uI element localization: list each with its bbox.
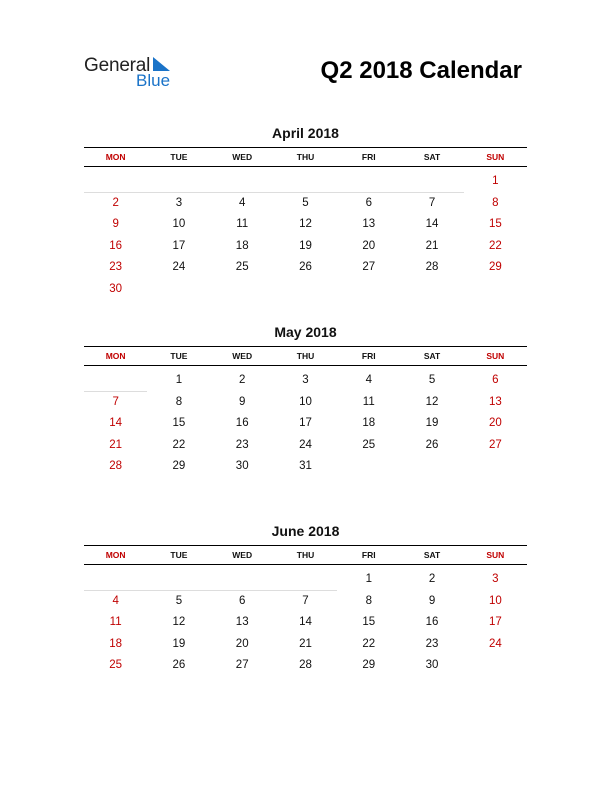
day-cell: 3 <box>175 196 183 209</box>
day-cell: 7 <box>428 196 436 209</box>
day-cell: 23 <box>425 637 439 650</box>
day-cell: 5 <box>428 374 436 386</box>
day-cell: 4 <box>239 196 246 209</box>
empty-day-cell <box>400 171 463 193</box>
day-cell: 13 <box>488 395 502 408</box>
day-cell: 26 <box>299 261 312 273</box>
day-cell: 6 <box>239 594 246 607</box>
day-cell: 1 <box>365 573 372 585</box>
day-cell: 22 <box>362 637 376 650</box>
logo-word-general: General <box>84 55 151 76</box>
weekday-header-wed: WED <box>232 550 253 560</box>
day-cell: 10 <box>172 218 186 230</box>
day-cell: 4 <box>112 594 119 607</box>
weekday-header-thu: THU <box>296 152 315 162</box>
day-cell: 26 <box>425 438 439 451</box>
day-cell: 5 <box>302 196 309 209</box>
day-cell: 13 <box>362 218 376 230</box>
day-cell: 18 <box>109 637 123 650</box>
weekday-header-sat: SAT <box>423 550 441 560</box>
day-cell: 22 <box>488 239 502 252</box>
days-grid <box>84 171 527 300</box>
day-cell: 1 <box>492 175 499 187</box>
day-cell: 29 <box>362 659 376 671</box>
empty-day-cell <box>147 569 210 591</box>
day-cell: 24 <box>488 637 502 650</box>
weekday-header-tue: TUE <box>170 550 188 560</box>
empty-day-cell <box>211 171 274 193</box>
day-cell: 6 <box>492 374 499 386</box>
day-cell: 16 <box>235 417 249 429</box>
day-cell: 19 <box>299 239 312 252</box>
day-cell: 25 <box>235 261 249 273</box>
day-cell: 14 <box>299 616 312 628</box>
logo-triangle-icon <box>151 56 171 72</box>
weekday-header-mon: MON <box>105 351 126 361</box>
day-cell: 21 <box>425 239 439 252</box>
day-cell: 10 <box>299 395 312 408</box>
day-cell: 9 <box>239 395 246 408</box>
day-cell: 8 <box>365 594 372 607</box>
logo-word-blue: Blue <box>136 71 171 90</box>
day-cell: 17 <box>172 239 186 252</box>
empty-day-cell <box>337 279 400 301</box>
empty-day-cell <box>274 279 337 301</box>
empty-day-cell <box>274 569 337 591</box>
days-grid <box>84 370 527 478</box>
weekday-header-wed: WED <box>232 152 253 162</box>
empty-day-cell <box>337 171 400 193</box>
day-cell: 16 <box>109 239 123 252</box>
day-cell: 30 <box>425 659 439 671</box>
day-cell: 25 <box>362 438 376 451</box>
day-cell: 9 <box>428 594 436 607</box>
day-cell: 8 <box>175 395 183 408</box>
empty-day-cell <box>211 279 274 301</box>
day-cell: 30 <box>235 460 249 472</box>
empty-day-cell <box>337 456 400 478</box>
day-cell: 28 <box>109 460 123 472</box>
day-cell: 10 <box>488 594 502 607</box>
empty-day-cell <box>464 655 527 677</box>
day-cell: 27 <box>362 261 376 273</box>
day-cell: 12 <box>299 218 312 230</box>
day-cell: 11 <box>362 395 375 408</box>
day-cell: 27 <box>488 438 502 451</box>
weekday-header-tue: TUE <box>170 152 188 162</box>
weekday-header-fri: FRI <box>361 351 376 361</box>
weekday-header-thu: THU <box>296 550 315 560</box>
day-cell: 29 <box>488 261 502 273</box>
day-cell: 1 <box>175 374 183 386</box>
day-cell: 18 <box>362 417 376 429</box>
day-cell: 20 <box>488 417 502 429</box>
day-cell: 30 <box>109 282 123 295</box>
day-cell: 23 <box>109 261 123 273</box>
day-cell: 20 <box>235 637 249 650</box>
weekday-header-row <box>84 346 527 366</box>
day-cell: 12 <box>425 395 439 408</box>
weekday-header-sat: SAT <box>423 351 441 361</box>
day-cell: 28 <box>425 261 439 273</box>
day-cell: 2 <box>112 196 119 209</box>
weekday-header-sun: SUN <box>486 351 505 361</box>
day-cell: 24 <box>299 438 312 451</box>
day-cell: 15 <box>488 218 502 230</box>
day-cell: 14 <box>425 218 439 230</box>
day-cell: 15 <box>362 616 376 628</box>
day-cell: 29 <box>172 460 186 472</box>
day-cell: 2 <box>428 573 436 585</box>
day-cell: 19 <box>172 637 186 650</box>
day-cell: 3 <box>492 573 499 585</box>
day-cell: 12 <box>172 616 186 628</box>
empty-day-cell <box>274 171 337 193</box>
month-june <box>84 521 527 677</box>
month-title: May 2018 <box>274 324 337 340</box>
empty-day-cell <box>84 370 147 392</box>
empty-day-cell <box>147 171 210 193</box>
weekday-header-thu: THU <box>296 351 315 361</box>
day-cell: 14 <box>109 417 123 429</box>
empty-day-cell <box>84 569 147 591</box>
day-cell: 2 <box>239 374 246 386</box>
generalblue-logo <box>84 52 194 92</box>
month-may <box>84 322 527 478</box>
day-cell: 26 <box>172 659 186 671</box>
empty-day-cell <box>464 279 527 301</box>
month-april <box>84 123 527 300</box>
day-cell: 15 <box>172 417 186 429</box>
day-cell: 20 <box>362 239 376 252</box>
day-cell: 8 <box>492 196 499 209</box>
day-cell: 17 <box>299 417 312 429</box>
day-cell: 11 <box>109 616 122 628</box>
empty-day-cell <box>400 456 463 478</box>
day-cell: 31 <box>299 460 312 472</box>
day-cell: 3 <box>302 374 309 386</box>
weekday-header-tue: TUE <box>170 351 188 361</box>
day-cell: 7 <box>112 395 119 408</box>
empty-day-cell <box>211 569 274 591</box>
weekday-header-sun: SUN <box>486 550 505 560</box>
day-cell: 22 <box>172 438 186 451</box>
day-cell: 11 <box>236 218 249 230</box>
day-cell: 24 <box>172 261 186 273</box>
weekday-header-row <box>84 147 527 167</box>
day-cell: 5 <box>175 594 183 607</box>
empty-day-cell <box>147 279 210 301</box>
empty-day-cell <box>84 171 147 193</box>
day-cell: 17 <box>488 616 502 628</box>
empty-day-cell <box>400 279 463 301</box>
weekday-header-sat: SAT <box>423 152 441 162</box>
day-cell: 16 <box>425 616 439 628</box>
day-cell: 6 <box>365 196 372 209</box>
day-cell: 25 <box>109 659 123 671</box>
month-title: April 2018 <box>272 125 339 141</box>
day-cell: 23 <box>235 438 249 451</box>
weekday-header-fri: FRI <box>361 550 376 560</box>
empty-day-cell <box>464 456 527 478</box>
day-cell: 13 <box>235 616 249 628</box>
days-grid <box>84 569 527 677</box>
day-cell: 27 <box>235 659 249 671</box>
day-cell: 4 <box>365 374 372 386</box>
weekday-header-fri: FRI <box>361 152 376 162</box>
day-cell: 28 <box>299 659 312 671</box>
weekday-header-wed: WED <box>232 351 253 361</box>
day-cell: 21 <box>299 637 312 650</box>
weekday-header-mon: MON <box>105 152 126 162</box>
day-cell: 9 <box>112 218 119 230</box>
page-title: Q2 2018 Calendar <box>320 57 522 84</box>
weekday-header-mon: MON <box>105 550 126 560</box>
weekday-header-sun: SUN <box>486 152 505 162</box>
day-cell: 21 <box>109 438 123 451</box>
day-cell: 18 <box>235 239 249 252</box>
weekday-header-row <box>84 545 527 565</box>
month-title: June 2018 <box>271 523 340 539</box>
day-cell: 7 <box>302 594 309 607</box>
day-cell: 19 <box>425 417 439 429</box>
